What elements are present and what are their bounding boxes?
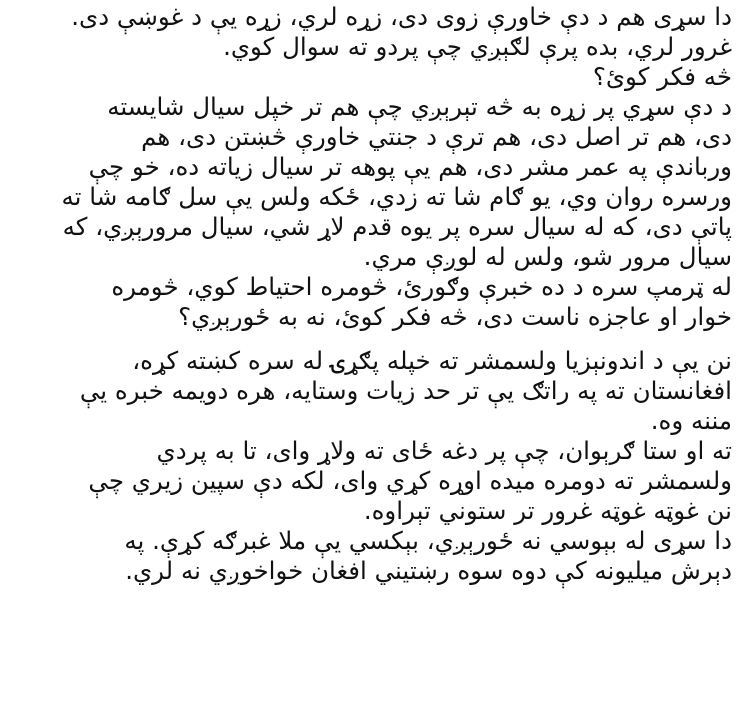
text-line: دا سړی هم د دې خاورې زوی دی، زړه لري، زړه یې د غوښې دی. xyxy=(71,2,732,31)
text-line: دا سړی له بېوسي نه ځورېږي، بېکسي یې ملا غبرګه کړې. په xyxy=(124,526,732,555)
text-line: نن یې د اندونېزیا ولسمشر ته خپله پګړۍ له سره کښته کړه، xyxy=(132,346,732,375)
text-line: دېرش میلیونه کې دوه سوه رښتیني افغان خواخوږي نه لري. xyxy=(125,556,732,585)
text-line: د دې سړي پر زړه به څه تېرېږي چې هم تر خپل سیال شایسته xyxy=(107,92,732,121)
paragraph xyxy=(24,346,732,436)
text-line: دی، هم تر اصل دی، هم ترې د جنتي خاورې څښتن دی، هم xyxy=(141,122,732,151)
text-line: پاتې دی، که له سیال سره پر یوه قدم لاړ شي، سیال مرورېږي، که xyxy=(62,212,732,241)
text-line: له ټرمپ سره د ده خبرې وګورئ، څومره احتیاط کوي، څومره xyxy=(111,272,732,301)
text-line: ولسمشر ته دومره میده اوړه کړي وای، لکه دې سپین زیري چې xyxy=(88,466,732,495)
paragraph xyxy=(24,436,732,526)
paragraph xyxy=(24,2,732,92)
text-line: ورباندې په عمر مشر دی، هم یې پوهه تر سیال زیاته ده، خو چې xyxy=(88,152,732,181)
text-line: سیال مرور شو، ولس له لوږې مري. xyxy=(363,242,732,271)
text-line: ورسره روان وي، یو ګام شا ته زدي، ځکه ولس یې سل ګامه شا ته xyxy=(61,182,732,211)
text-line: غرور لري، بده پرې لګېږي چې پردو ته سوال کوي. xyxy=(223,32,732,61)
text-line: مننه وه. xyxy=(650,406,732,435)
paragraph-spacer xyxy=(24,332,732,346)
text-line: خوار او عاجزه ناست دی، څه فکر کوئ، نه به ځورېږي؟ xyxy=(178,302,732,331)
text-line: افغانستان ته په راتګ یې تر حد زیات وستایه، هره دویمه خبره یې xyxy=(79,376,732,405)
text-line: څه فکر کوئ؟ xyxy=(592,62,732,91)
paragraph xyxy=(24,272,732,332)
text-line: نن غوټه غوټه غرور تر ستوني تېراوه. xyxy=(363,496,732,525)
paragraph xyxy=(24,92,732,272)
text-line: ته او ستا ګرېوان، چې پر دغه ځای ته ولاړ وای، تا به پردي xyxy=(156,436,732,465)
paragraph xyxy=(24,526,732,586)
